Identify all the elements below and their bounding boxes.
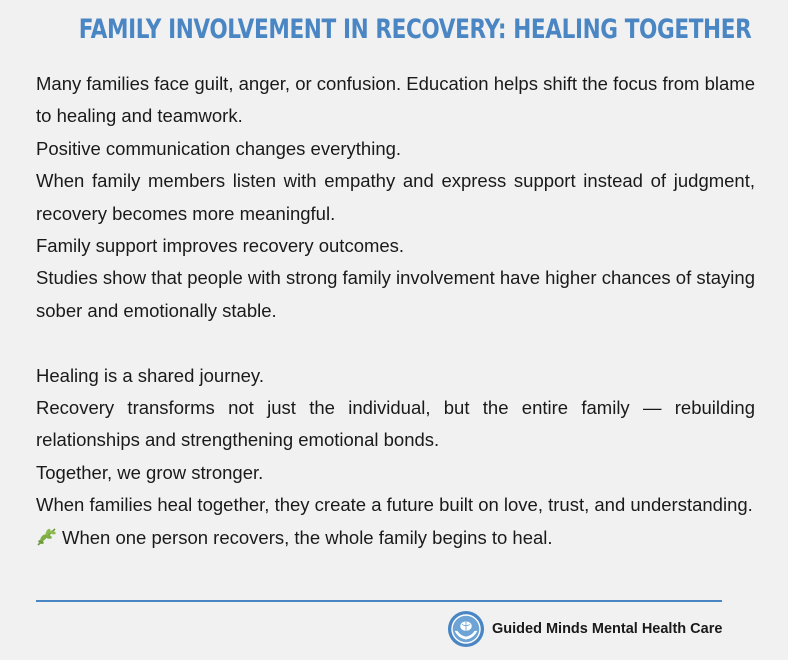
paragraph-families-heal: When families heal together, they create a future built on love, trust, and understanding. [36, 494, 753, 516]
paragraph-studies-show: Studies show that people with strong family involvement have higher chances of staying sober and emotionally stable. [36, 267, 755, 321]
body-text [36, 68, 755, 557]
heading-positive-communication: Positive communication changes everything. [36, 137, 402, 159]
heading-together-stronger: Together, we grow stronger. [36, 461, 264, 483]
closing-text: When one person recovers, the whole family begins to heal. [62, 526, 553, 548]
heading-family-support: Family support improves recovery outcomes. [36, 235, 405, 257]
closing-line [36, 522, 755, 557]
hands-brain-logo [447, 610, 485, 648]
page-title: FAMILY INVOLVEMENT IN RECOVERY: HEALING TOGETHER [78, 14, 752, 45]
footer-divider [36, 600, 722, 602]
brand-footer [447, 610, 722, 648]
paragraph-families-face-guilt: Many families face guilt, anger, or confusion. Education helps shift the focus from blame to healing and teamwork. [36, 73, 755, 127]
brand-name: Guided Minds Mental Health Care [492, 621, 723, 637]
heading-shared-journey: Healing is a shared journey. [36, 364, 264, 386]
paragraph-recovery-transforms: Recovery transforms not just the individual, but the entire family — rebuilding relationships and strengthening emotional bonds. [36, 397, 755, 451]
paragraph-spacer [36, 327, 755, 359]
herb-leaf-icon [36, 525, 58, 557]
paragraph-listen-with-empathy: When family members listen with empathy and express support instead of judgment, recovery becomes more meaningful. [36, 170, 755, 224]
